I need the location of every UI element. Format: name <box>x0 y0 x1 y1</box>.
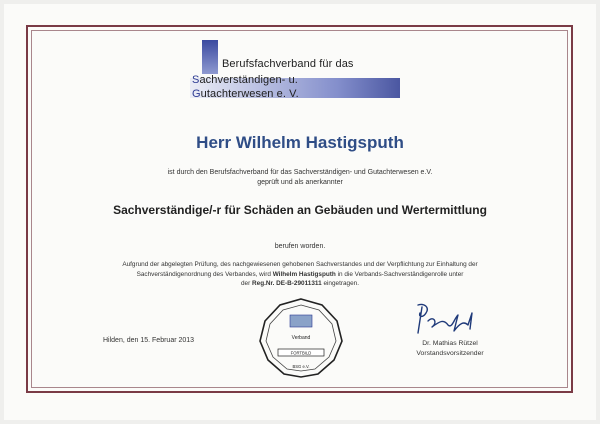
body-line-3b: eingetragen. <box>323 280 359 287</box>
logo-vertical-bar <box>202 40 218 74</box>
logo-line-3 <box>192 88 299 100</box>
qualification-title: Sachverständige/-r für Schäden an Gebäuden und Wertermittlung <box>113 203 487 217</box>
association-logo <box>190 40 430 110</box>
intro-line-1: ist durch den Berufsfachverband für das Sachverständigen- und Gutachterwesen e.V. <box>167 169 433 176</box>
signer-title: Vorstandsvorsitzender <box>416 350 484 357</box>
signer-name: Dr. Mathias Rützel <box>422 340 478 347</box>
body-line-1: Aufgrund der abgelegten Prüfung, des nachgewiesenen gehobenen Sachverstandes und der Verpflichtung zur Einhaltung der <box>122 261 478 268</box>
logo-initial-s: S <box>192 74 200 86</box>
logo-line-3-rest: utachterwesen e. V. <box>200 88 299 100</box>
logo-line-1: Berufsfachverband für das <box>222 58 354 70</box>
signature <box>410 301 485 337</box>
body-paragraph <box>80 260 520 289</box>
seal-emblem <box>290 315 312 327</box>
association-seal <box>258 297 344 379</box>
body-line-2a: Sachverständigenordnung des Verbandes, wird <box>136 270 271 278</box>
logo-initial-g: G <box>192 88 201 100</box>
logo-line-2 <box>192 74 298 86</box>
logo-line-2-rest: achverständigen- u. <box>199 74 298 86</box>
body-line-3a: der <box>241 280 251 287</box>
seal-band-text: FORTBILD <box>290 350 312 356</box>
signature-stroke <box>418 304 472 333</box>
recipient-name: Herr Wilhelm Hastigsputh <box>196 133 404 152</box>
body-name: Wilhelm Hastigsputh <box>272 270 336 278</box>
seal-bottom-text: BSG e.V. <box>292 364 310 369</box>
intro-line-2: geprüft und als anerkannter <box>257 179 343 186</box>
body-line-2b: in die Verbands-Sachverständigenrolle unter <box>337 270 464 278</box>
registration-number: Reg.Nr. DE-B-29011311 <box>252 280 322 287</box>
seal-center-text: Verband <box>291 335 311 341</box>
appointed-text: berufen worden. <box>274 243 326 250</box>
place-date: Hilden, den 15. Februar 2013 <box>103 337 195 344</box>
